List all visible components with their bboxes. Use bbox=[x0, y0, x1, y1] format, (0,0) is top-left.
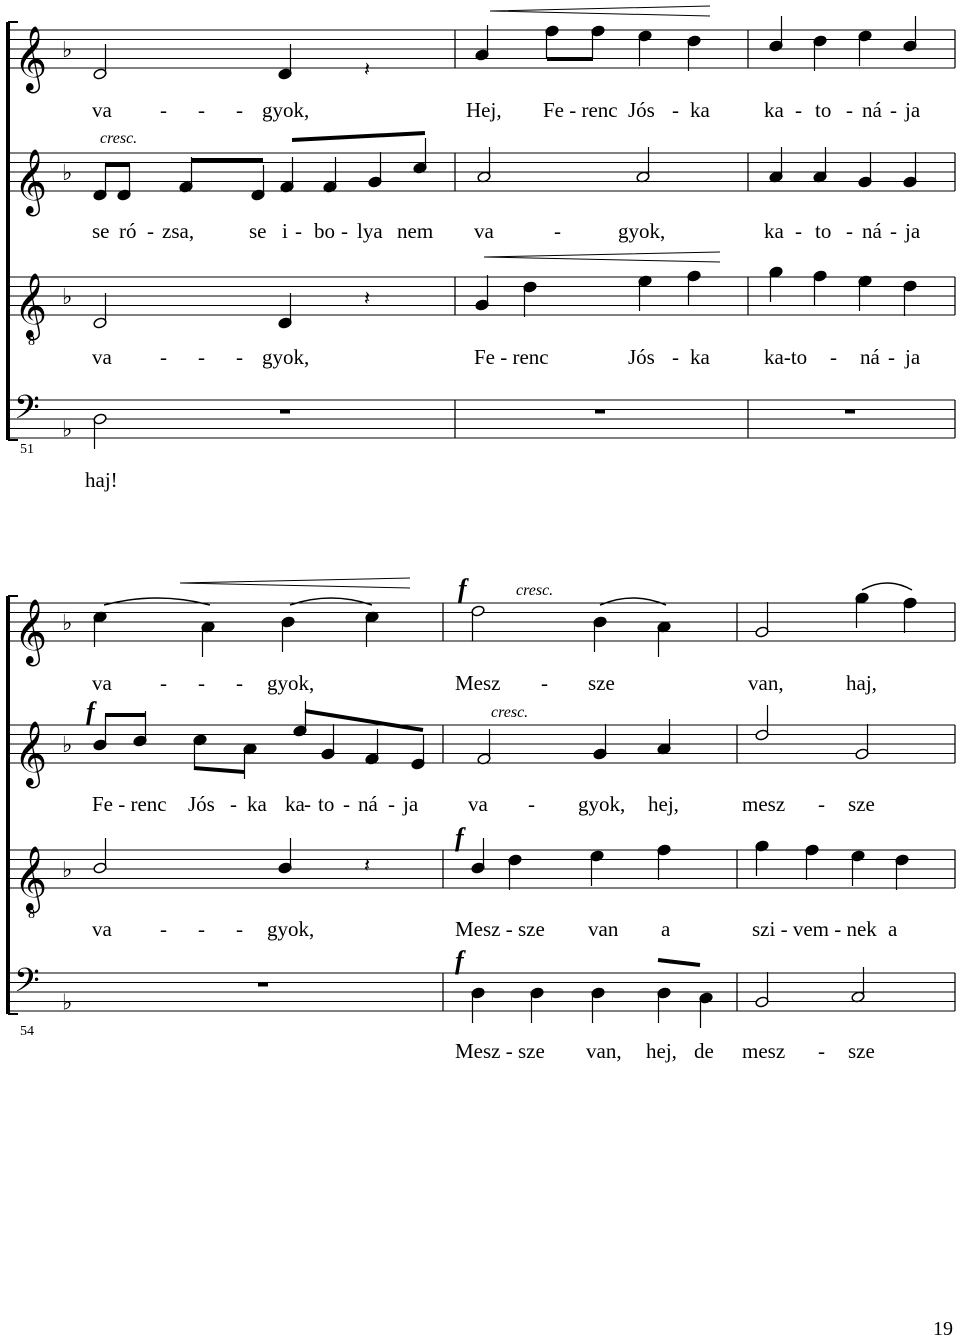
lyric: Mesz - sze bbox=[455, 917, 545, 941]
lyric: sze bbox=[848, 792, 875, 816]
octave-marking: 8 bbox=[28, 907, 35, 922]
lyric: - bbox=[236, 671, 243, 695]
lyric: sze bbox=[848, 1039, 875, 1063]
lyric: van bbox=[588, 917, 619, 941]
lyric: to bbox=[815, 98, 832, 122]
lyric: lya bbox=[357, 219, 383, 243]
lyric: Hej, bbox=[466, 98, 502, 122]
whole-rest-icon bbox=[280, 410, 290, 414]
lyric: - bbox=[672, 345, 679, 369]
lyric: ka bbox=[690, 98, 710, 122]
lyric: sze bbox=[588, 671, 615, 695]
lyric: - bbox=[198, 345, 205, 369]
lyric: haj, bbox=[846, 671, 877, 695]
lyric: ja bbox=[403, 792, 419, 816]
beam bbox=[194, 768, 244, 772]
lyric: va bbox=[92, 98, 112, 122]
lyric: Mesz - sze bbox=[455, 1039, 545, 1063]
lyric: - bbox=[236, 98, 243, 122]
lyric: gyok, bbox=[618, 219, 666, 243]
flat-icon: ♭ bbox=[62, 285, 73, 310]
lyric: - bbox=[198, 917, 205, 941]
crescendo-hairpin bbox=[490, 6, 710, 16]
lyric: ja bbox=[905, 345, 921, 369]
lyric: - bbox=[160, 345, 167, 369]
lyric: - bbox=[846, 219, 853, 243]
lyric: ná bbox=[862, 98, 882, 122]
lyric: Jós bbox=[628, 345, 655, 369]
flat-icon: ♭ bbox=[62, 161, 73, 186]
lyric: - bbox=[343, 792, 350, 816]
lyric: ka bbox=[247, 792, 267, 816]
lyric: - bbox=[795, 98, 802, 122]
lyric: se bbox=[249, 219, 267, 243]
flat-icon: ♭ bbox=[62, 858, 73, 883]
lyric: - bbox=[818, 792, 825, 816]
lyric: a bbox=[888, 917, 898, 941]
lyric: van, bbox=[586, 1039, 622, 1063]
measure-number: 51 bbox=[20, 442, 34, 457]
lyric: gyok, bbox=[267, 671, 315, 695]
lyric: - bbox=[890, 98, 897, 122]
lyric: - bbox=[160, 98, 167, 122]
flat-icon: ♭ bbox=[62, 990, 73, 1016]
lyric: gyok, bbox=[578, 792, 626, 816]
page-number: 19 bbox=[933, 1318, 953, 1340]
flat-icon: ♭ bbox=[62, 611, 73, 636]
lyric: - bbox=[818, 1039, 825, 1063]
lyric: de bbox=[694, 1039, 714, 1063]
lyric: ka bbox=[285, 792, 305, 816]
slur bbox=[600, 598, 666, 605]
lyric: - bbox=[888, 345, 895, 369]
forte-marking: f bbox=[455, 823, 464, 852]
beam bbox=[292, 133, 425, 140]
crescendo-hairpin bbox=[484, 252, 720, 262]
lyric: ja bbox=[905, 98, 921, 122]
forte-marking: f bbox=[455, 946, 464, 975]
lyric: - bbox=[830, 345, 837, 369]
forte-marking: f bbox=[86, 697, 95, 726]
lyric: ka-to bbox=[764, 345, 808, 369]
lyric: mesz bbox=[742, 1039, 786, 1063]
lyric: va bbox=[468, 792, 488, 816]
beam bbox=[658, 960, 700, 965]
treble-clef-icon: 𝄞 bbox=[14, 721, 48, 786]
lyric: szi - vem - nek bbox=[752, 917, 877, 941]
lyric: bo bbox=[314, 219, 335, 243]
lyric: - bbox=[160, 671, 167, 695]
treble-clef-icon: 𝄞 bbox=[14, 599, 48, 664]
slur bbox=[862, 583, 912, 590]
lyric: Mesz bbox=[455, 671, 501, 695]
lyric: va bbox=[474, 219, 494, 243]
lyric: va bbox=[92, 345, 112, 369]
lyric: ná bbox=[862, 219, 882, 243]
lyric: - bbox=[230, 792, 237, 816]
beam bbox=[305, 711, 423, 730]
slur bbox=[104, 598, 210, 605]
lyric: se bbox=[92, 219, 110, 243]
lyric: - bbox=[388, 792, 395, 816]
lyric: - bbox=[304, 792, 311, 816]
lyric: zsa, bbox=[162, 219, 195, 243]
lyric: ja bbox=[905, 219, 921, 243]
whole-rest-icon bbox=[258, 983, 268, 987]
lyric: Fe - renc bbox=[543, 98, 618, 122]
lyric: mesz bbox=[742, 792, 786, 816]
lyric: ka bbox=[690, 345, 710, 369]
notes bbox=[93, 6, 917, 1028]
measure-number: 54 bbox=[20, 1024, 34, 1039]
lyric: ró bbox=[119, 219, 137, 243]
lyric: gyok, bbox=[262, 345, 310, 369]
lyric: - bbox=[295, 219, 302, 243]
lyric: - bbox=[554, 219, 561, 243]
lyric: to bbox=[318, 792, 335, 816]
lyric: to bbox=[815, 219, 832, 243]
quarter-rest-icon: 𝄽 bbox=[364, 853, 371, 877]
lyric: Fe - renc bbox=[92, 792, 167, 816]
lyric: hej, bbox=[646, 1039, 677, 1063]
lyric: ka bbox=[764, 98, 784, 122]
slur bbox=[290, 598, 372, 605]
lyric: Jós bbox=[628, 98, 655, 122]
treble-clef-icon: 𝄞 bbox=[14, 26, 48, 91]
lyric: Jós bbox=[188, 792, 215, 816]
lyric: va bbox=[92, 917, 112, 941]
flat-icon: ♭ bbox=[62, 733, 73, 758]
lyric: va bbox=[92, 671, 112, 695]
lyric: - bbox=[541, 671, 548, 695]
lyric: - bbox=[236, 917, 243, 941]
treble-clef-icon: 𝄞 bbox=[14, 273, 48, 338]
cresc-marking: cresc. bbox=[100, 130, 138, 147]
lyric: - bbox=[147, 219, 154, 243]
lyric: - bbox=[341, 219, 348, 243]
lyric: - bbox=[236, 345, 243, 369]
cresc-marking: cresc. bbox=[491, 704, 529, 721]
whole-rest-icon bbox=[595, 410, 605, 414]
lyric: - bbox=[528, 792, 535, 816]
lyric: - bbox=[890, 219, 897, 243]
cresc-marking: cresc. bbox=[516, 582, 554, 599]
forte-marking: f bbox=[458, 574, 467, 603]
quarter-rest-icon: 𝄽 bbox=[364, 286, 371, 310]
lyric: haj! bbox=[85, 468, 118, 492]
whole-rest-icon bbox=[845, 410, 855, 414]
lyric: van, bbox=[748, 671, 784, 695]
lyric: Fe - renc bbox=[474, 345, 549, 369]
lyric: - bbox=[672, 98, 679, 122]
flat-icon: ♭ bbox=[62, 38, 73, 63]
lyric: i bbox=[282, 219, 288, 243]
bass-clef-icon: 𝄢 bbox=[14, 389, 40, 435]
lyric: ná bbox=[860, 345, 880, 369]
lyric: nem bbox=[397, 219, 434, 243]
lyric: gyok, bbox=[267, 917, 315, 941]
lyric: hej, bbox=[648, 792, 679, 816]
treble-clef-icon: 𝄞 bbox=[14, 149, 48, 214]
lyric: - bbox=[846, 98, 853, 122]
flat-icon: ♭ bbox=[62, 417, 73, 443]
octave-marking: 8 bbox=[28, 334, 35, 349]
lyric: - bbox=[160, 917, 167, 941]
lyric: a bbox=[661, 917, 671, 941]
treble-clef-icon: 𝄞 bbox=[14, 846, 48, 911]
lyric: ka bbox=[764, 219, 784, 243]
lyric: gyok, bbox=[262, 98, 310, 122]
crescendo-hairpin bbox=[180, 578, 410, 588]
lyric: - bbox=[198, 98, 205, 122]
lyric: ná bbox=[358, 792, 378, 816]
bass-clef-icon: 𝄢 bbox=[14, 962, 40, 1008]
quarter-rest-icon: 𝄽 bbox=[364, 57, 371, 81]
lyric: - bbox=[795, 219, 802, 243]
lyric: - bbox=[198, 671, 205, 695]
